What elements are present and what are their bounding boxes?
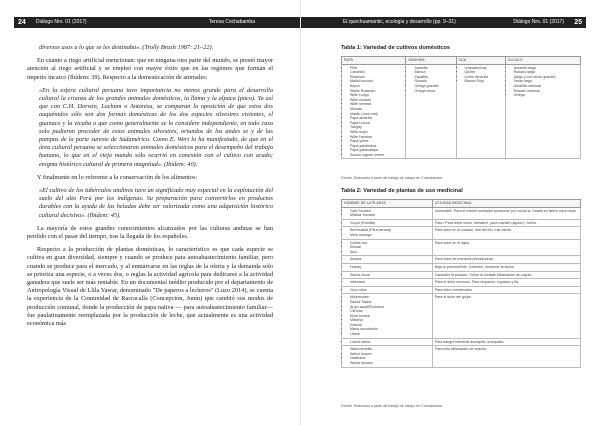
plant-name: • Amaca: [350, 257, 430, 262]
block-quote: «En la esfera cultural peruana tuvo importancia no menos grande para el desarrollo cultural la crianza de los grandes animales domésticos, la llama y la alpaca (paco). Ya así que con C.H. Darwin, Lachum o Antonisu, se comparan la oposición de que estos dos auquénidos sólo son dos formas domésticas de los dos especies silvestres vivientes, el guanaco y la vicuña o que como generalmente se lo considere independiente, en todo caso solo pudieron proceder de estos animales silvestres, oriundos de los andes se y de las pampas de la parte sureste de Sudamérica. Como E. Wert lo ha manifestado, de que en el área cultural peruana se seleccionaron animales domésticos para el desempeño del trabajo humano, lo que en el viejo mundo sólo ocurrió en conexión con el cultivo con arado; enigma histórico cultural de primera magnitud». (Ibídem: 40).: [39, 86, 273, 168]
cultivar-item: • Blanca: [414, 70, 453, 75]
cultivar-item: • Papa yerba: [350, 139, 403, 144]
left-running-head-author: Teresa Cochabamba: [208, 19, 255, 25]
plant-name: • Sacha nocal: [350, 273, 430, 278]
plant-names-cell: [342, 219, 433, 227]
cultivar-item: • Rosado larga: [514, 70, 578, 75]
plant-names-cell: [342, 207, 433, 219]
right-page-number: 25: [574, 19, 582, 26]
plant-names-cell: [342, 227, 433, 239]
cultivar-item: • Wiite Lungo: [350, 93, 403, 98]
table-row: [342, 294, 581, 338]
table-row: [342, 227, 581, 239]
table2-header-cell: NOMBRE DE LA PLANTA: [342, 200, 433, 208]
medicinal-use-cell: Baja la presión/Este. Colestrol, deshecer la fauna.: [432, 263, 580, 271]
left-running-head: [14, 17, 300, 28]
table1-column-cell: [505, 64, 580, 159]
cultivar-item: • Masllu (ururi mai): [350, 112, 403, 117]
plant-name: • Yala Yumash: [350, 209, 430, 214]
table1-column-cell: [456, 64, 505, 159]
medicinal-use-cell: Para dolor menstruales.: [432, 286, 580, 294]
right-page: [300, 0, 600, 425]
cultivar-item: • Amarilla redonda: [514, 84, 578, 89]
cultivar-item: • Canchillo: [350, 70, 403, 75]
body-paragraph: Y finalmente en lo referente a la conservación de los alimentos:: [37, 173, 198, 181]
cultivar-item: • Rosado: [414, 79, 453, 84]
table-plantas-medicinales: [341, 199, 581, 368]
cultivar-item: • Sunchi lugarre umbre: [350, 153, 403, 158]
medicinal-use-cell: Para el dolor nervioso. Para empacho, coyasuo y fia.: [432, 279, 580, 287]
plant-name: • Kimsal: [350, 245, 430, 250]
table-row: [342, 263, 581, 271]
cultivar-item: • Yangay: [350, 125, 403, 130]
plant-name: • Lliwsk: [350, 332, 430, 337]
medicinal-use-cell: Vulnerable. Para el interior mediador producido por cuclía la. Usado en fiebre como teda.: [432, 207, 580, 219]
table2-header-row: [342, 200, 581, 208]
table1-column-cell: [342, 64, 406, 159]
cultivar-item: • Quinte: [465, 70, 503, 75]
plant-name: • Yuçuri (Rumilla): [350, 221, 430, 226]
table2-title: Tabla 2: Variedad de plantas de uso medicinal: [341, 188, 463, 194]
cultivar-item: • Papa Llocca: [350, 121, 403, 126]
right-running-head-journal: Diálogo Nro. 01 (2017): [513, 19, 564, 25]
table2-header-cell: UTILIDAD MEDICINAL: [432, 200, 580, 208]
table-cultivos-domesticos: [341, 56, 581, 159]
cultivar-item: • Papa yalamaalpa: [350, 148, 403, 153]
block-quote: «El cultivo de los tubérculos andinos tuvo un significado muy especial en la explotación del suelo del alto Perú por los indígenas. Su preparación para convertirlos en productos durables con la ayuda de las heladas debe ser valorizada como una adquisición histórico cultural decisiva». (Ibídem: 45).: [39, 187, 273, 219]
cultivar-item: • Wiite hembra: [350, 102, 403, 107]
cultivar-item: • Wiite muyu: [350, 130, 403, 135]
medicinal-use-cell: Para dolor de morcuna (inicial/urinal).: [432, 256, 580, 264]
medicinal-use-cell: Para / Para febre suelo, romaterri, para mantañ (agudo) / torero.: [432, 219, 580, 227]
left-running-head-journal: Diálogo Nro. 01 (2017): [36, 19, 87, 25]
plant-name: • Lulche lacha: [350, 340, 430, 345]
left-page-number: 24: [18, 19, 26, 26]
table-row: [342, 256, 581, 264]
medicinal-use-cell: Para sangre bebetrial desrapillo, tranquiato.: [432, 338, 580, 346]
medicinal-use-cell: Caninarin la picazón. Sobre la mórtalé inflamación de cuyolo.: [432, 271, 580, 279]
cultivar-item: • Papa amarilla: [350, 116, 403, 121]
table1-header-cell: PAPA: [342, 57, 406, 65]
cultivar-item: • Ortega chica: [414, 89, 453, 94]
block-quote: diversos usos a lo que se les destinaba». (Trolly Brush 1987: 21–22).: [39, 44, 214, 51]
cultivar-item: • Zapallito: [414, 75, 453, 80]
table1-column-cell: [406, 64, 456, 159]
medicinal-use-cell: Para dolor en el cuabao, mal del frio, mal viento.: [432, 227, 580, 239]
table-row: [342, 207, 581, 219]
cultivar-item: • Wiite Hembra: [350, 135, 403, 140]
table1-header-cell: MASHWA: [406, 57, 456, 65]
plant-name: • Waxla achaca: [350, 361, 430, 366]
cultivar-item: • Maldui sucubo: [350, 79, 403, 84]
table1-source: Fuente: Elaborado a partir del trabajo de campo en Cochabamba.: [341, 176, 443, 180]
table1-header-cell: OCA: [456, 57, 505, 65]
plant-name: • Huinay: [350, 265, 430, 270]
table1-header-cell: OLLUCO: [505, 57, 580, 65]
plant-names-cell: [342, 263, 433, 271]
table2-source: Fuente: Elaborado a partir del trabajo de campo en Cochabamba.: [341, 404, 443, 408]
medicinal-use-cell: Para el dolor del golpe.: [432, 294, 580, 338]
table-row: [342, 338, 581, 346]
cultivar-item: • Uwinashulcay: [465, 66, 503, 71]
plant-names-cell: [342, 239, 433, 256]
table1-title: Tabla 1: Variedad de cultivos domésticos: [341, 45, 451, 51]
plant-name: • Arryo sacal/Puchaica: [350, 305, 430, 310]
plant-name: • Yuco oliva: [350, 288, 430, 293]
cultivar-item: • Ortega: [514, 93, 578, 98]
plant-name: • Maria urruchenko: [350, 327, 430, 332]
right-running-head: [301, 17, 586, 28]
table-row: [342, 279, 581, 287]
table1-header-row: [342, 57, 581, 65]
body-paragraph: La mayoría de estos grandes conocimientos alcanzados por las culturas andinas se han perdido con el pasar del tiempo, tras la llegada de los españoles.: [27, 224, 273, 241]
body-paragraph: En cuanto a riego artificial mencionan: que en ninguna otra parte del mundo, se prestó mayor atención al riego artificial y se empleó con mayor éxito que en las regiones que forman el imperio incaico (Ibídem: 39). Respecto a la domesticación de animales:: [27, 57, 273, 81]
cultivar-item: • (largo y con tercio grande): [514, 75, 578, 80]
plant-name: • Intacha: [350, 323, 430, 328]
plant-name: • Citronia: [350, 309, 430, 314]
plant-name: • Valeriana: [350, 280, 430, 285]
plant-name: • Berenuskal (Pitremerada): [350, 228, 430, 233]
cultivar-item: • Verde largo: [514, 79, 578, 84]
plant-name: • Kiwa huntee: [350, 314, 430, 319]
table-row: [342, 239, 581, 256]
cultivar-item: • Wiske Rodondo: [350, 89, 403, 94]
plant-name: • Walsh huavel: [350, 352, 430, 357]
plant-name: • Wara burarilla: [350, 347, 430, 352]
left-page-body: [27, 44, 273, 333]
table1-body-row: [342, 64, 581, 159]
plant-names-cell: [342, 346, 433, 367]
cultivar-item: • Leche Amarilla: [465, 75, 503, 80]
table-row: [342, 219, 581, 227]
plant-name: • Millasa Yumash: [350, 213, 430, 218]
plant-name: • Aluo: [350, 250, 430, 255]
cultivar-item: • Morado: [350, 107, 403, 112]
cultivar-item: • Redondo: [350, 75, 403, 80]
body-paragraph: Respecto a la producción de plantas domésticas, lo característico es que cada especie se cultiva en gran diversidad, siempre y cuando se produce para autoabastecimiento familiar, pero cuando se produce para el mercado, y al enmarcarse en las reglas de la oferta y la demanda solo se prioriza una especie, o a veces dos, o reglas la actividad agrícola para dedicarse a la actividad ganadera que suele ser más rentable. En un documental inédito producido por el departamento de Antropología Visual de Llila Yawar, denominado "De paperos a lecheros" (Luzo 2014), se cuenta la experiencia de la Comunidad de Racracalla (Concepción, Junín) que cambió sus modos de producción comunal, donde la producción de papa nativa — para autoabastecimiento familiar— fue paulatinamente reemplazada por la producción de leche, que actualmente es una actividad económica más: [27, 246, 273, 328]
cultivar-item: • Kepra: [350, 84, 403, 89]
cultivar-item: • Amarilla: [414, 66, 453, 71]
plant-names-cell: [342, 294, 433, 338]
medicinal-use-cell: Para dolor en el agua.: [432, 239, 580, 256]
plant-names-cell: [342, 286, 433, 294]
table-row: [342, 271, 581, 279]
table-row: [342, 286, 581, 294]
plant-name: • Milineso: [350, 318, 430, 323]
plant-names-cell: [342, 271, 433, 279]
plant-name: • Mulemunsa: [350, 295, 430, 300]
plant-name: • Sacha Sacha: [350, 300, 430, 305]
plant-names-cell: [342, 256, 433, 264]
cultivar-item: • Blanca Roja: [465, 79, 503, 84]
cultivar-item: • Wiite morado: [350, 98, 403, 103]
cultivar-item: • Amarilla larga: [514, 66, 578, 71]
cultivar-item: • Papa yahallokca: [350, 144, 403, 149]
medicinal-use-cell: Para todo fallavación de coacha.: [432, 346, 580, 367]
cultivar-item: • Rosado redondo: [514, 89, 578, 94]
plant-name: • Nastearia: [350, 356, 430, 361]
right-running-head-title: El quechuamantic, ecología y desarrollo (pp. 9–31): [343, 19, 456, 25]
cultivar-item: • Ortega granate: [414, 84, 453, 89]
plant-names-cell: [342, 279, 433, 287]
cultivar-item: • Piñe: [350, 66, 403, 71]
plant-name: • Cichlis cue: [350, 241, 430, 246]
plant-name: • Mula mocaya: [350, 233, 430, 238]
plant-names-cell: [342, 338, 433, 346]
table-row: [342, 346, 581, 367]
